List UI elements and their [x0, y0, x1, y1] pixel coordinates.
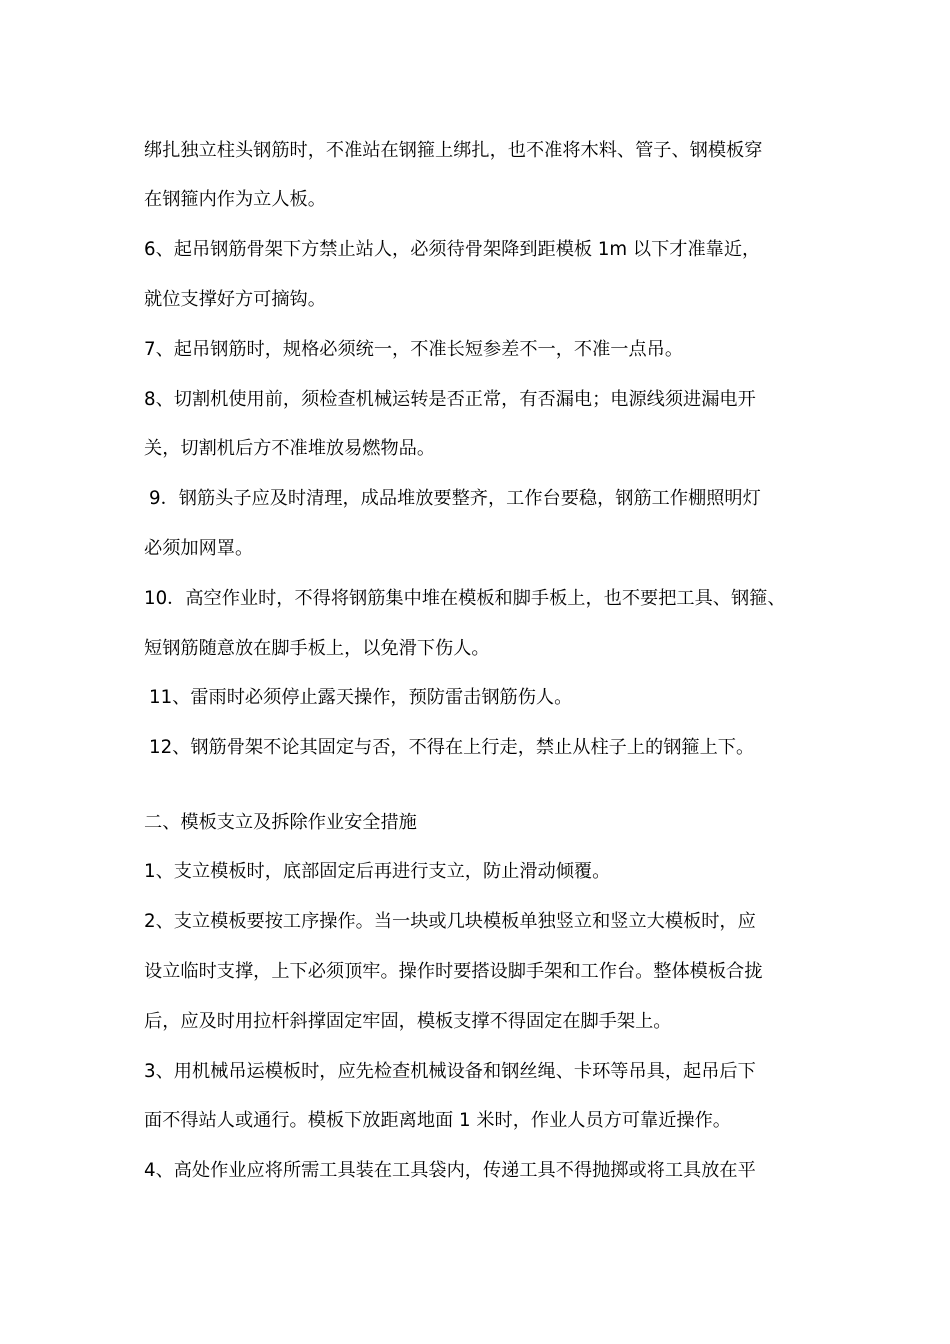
text-line: 7、起吊钢筋时，规格必须统一，不准长短参差不一，不准一点吊。 [144, 339, 684, 360]
text-line: 2、支立模板要按工序操作。当一块或几块模板单独竖立和竖立大模板时，应 [144, 911, 756, 932]
text-line: 1、支立模板时，底部固定后再进行支立，防止滑动倾覆。 [144, 861, 611, 882]
text-line: 面不得站人或通行。模板下放距离地面 1 米时，作业人员方可靠近操作。 [144, 1110, 731, 1131]
text-line: 9．钢筋头子应及时清理，成品堆放要整齐，工作台要稳，钢筋工作棚照明灯 [149, 488, 761, 509]
text-line: 关，切割机后方不准堆放易燃物品。 [144, 438, 436, 459]
text-line: 3、用机械吊运模板时，应先检查机械设备和钢丝绳、卡环等吊具，起吊后下 [144, 1061, 756, 1082]
text-line: 设立临时支撑，上下必须顶牢。操作时要搭设脚手架和工作台。整体模板合拢 [144, 961, 763, 982]
text-line: 短钢筋随意放在脚手板上，以免滑下伤人。 [144, 638, 490, 659]
text-line: 8、切割机使用前，须检查机械运转是否正常，有否漏电；电源线须进漏电开 [144, 389, 756, 410]
text-line: 4、高处作业应将所需工具装在工具袋内，传递工具不得抛掷或将工具放在平 [144, 1160, 756, 1181]
section-heading: 二、模板支立及拆除作业安全措施 [144, 812, 417, 833]
text-line: 10．高空作业时，不得将钢筋集中堆在模板和脚手板上，也不要把工具、钢箍、 [144, 588, 786, 609]
text-line: 6、起吊钢筋骨架下方禁止站人，必须待骨架降到距模板 1m 以下才准靠近， [144, 239, 761, 260]
text-line: 12、钢筋骨架不论其固定与否，不得在上行走，禁止从柱子上的钢箍上下。 [149, 737, 755, 758]
text-line: 11、雷雨时必须停止露天操作，预防雷击钢筋伤人。 [149, 687, 573, 708]
text-line: 后，应及时用拉杆斜撑固定牢固，模板支撑不得固定在脚手架上。 [144, 1011, 672, 1032]
text-line: 就位支撑好方可摘钩。 [144, 289, 326, 310]
text-line: 在钢箍内作为立人板。 [144, 189, 326, 210]
text-line: 必须加网罩。 [144, 538, 254, 559]
text-line: 绑扎独立柱头钢筋时，不准站在钢箍上绑扎，也不准将木料、管子、钢模板穿 [144, 140, 763, 161]
